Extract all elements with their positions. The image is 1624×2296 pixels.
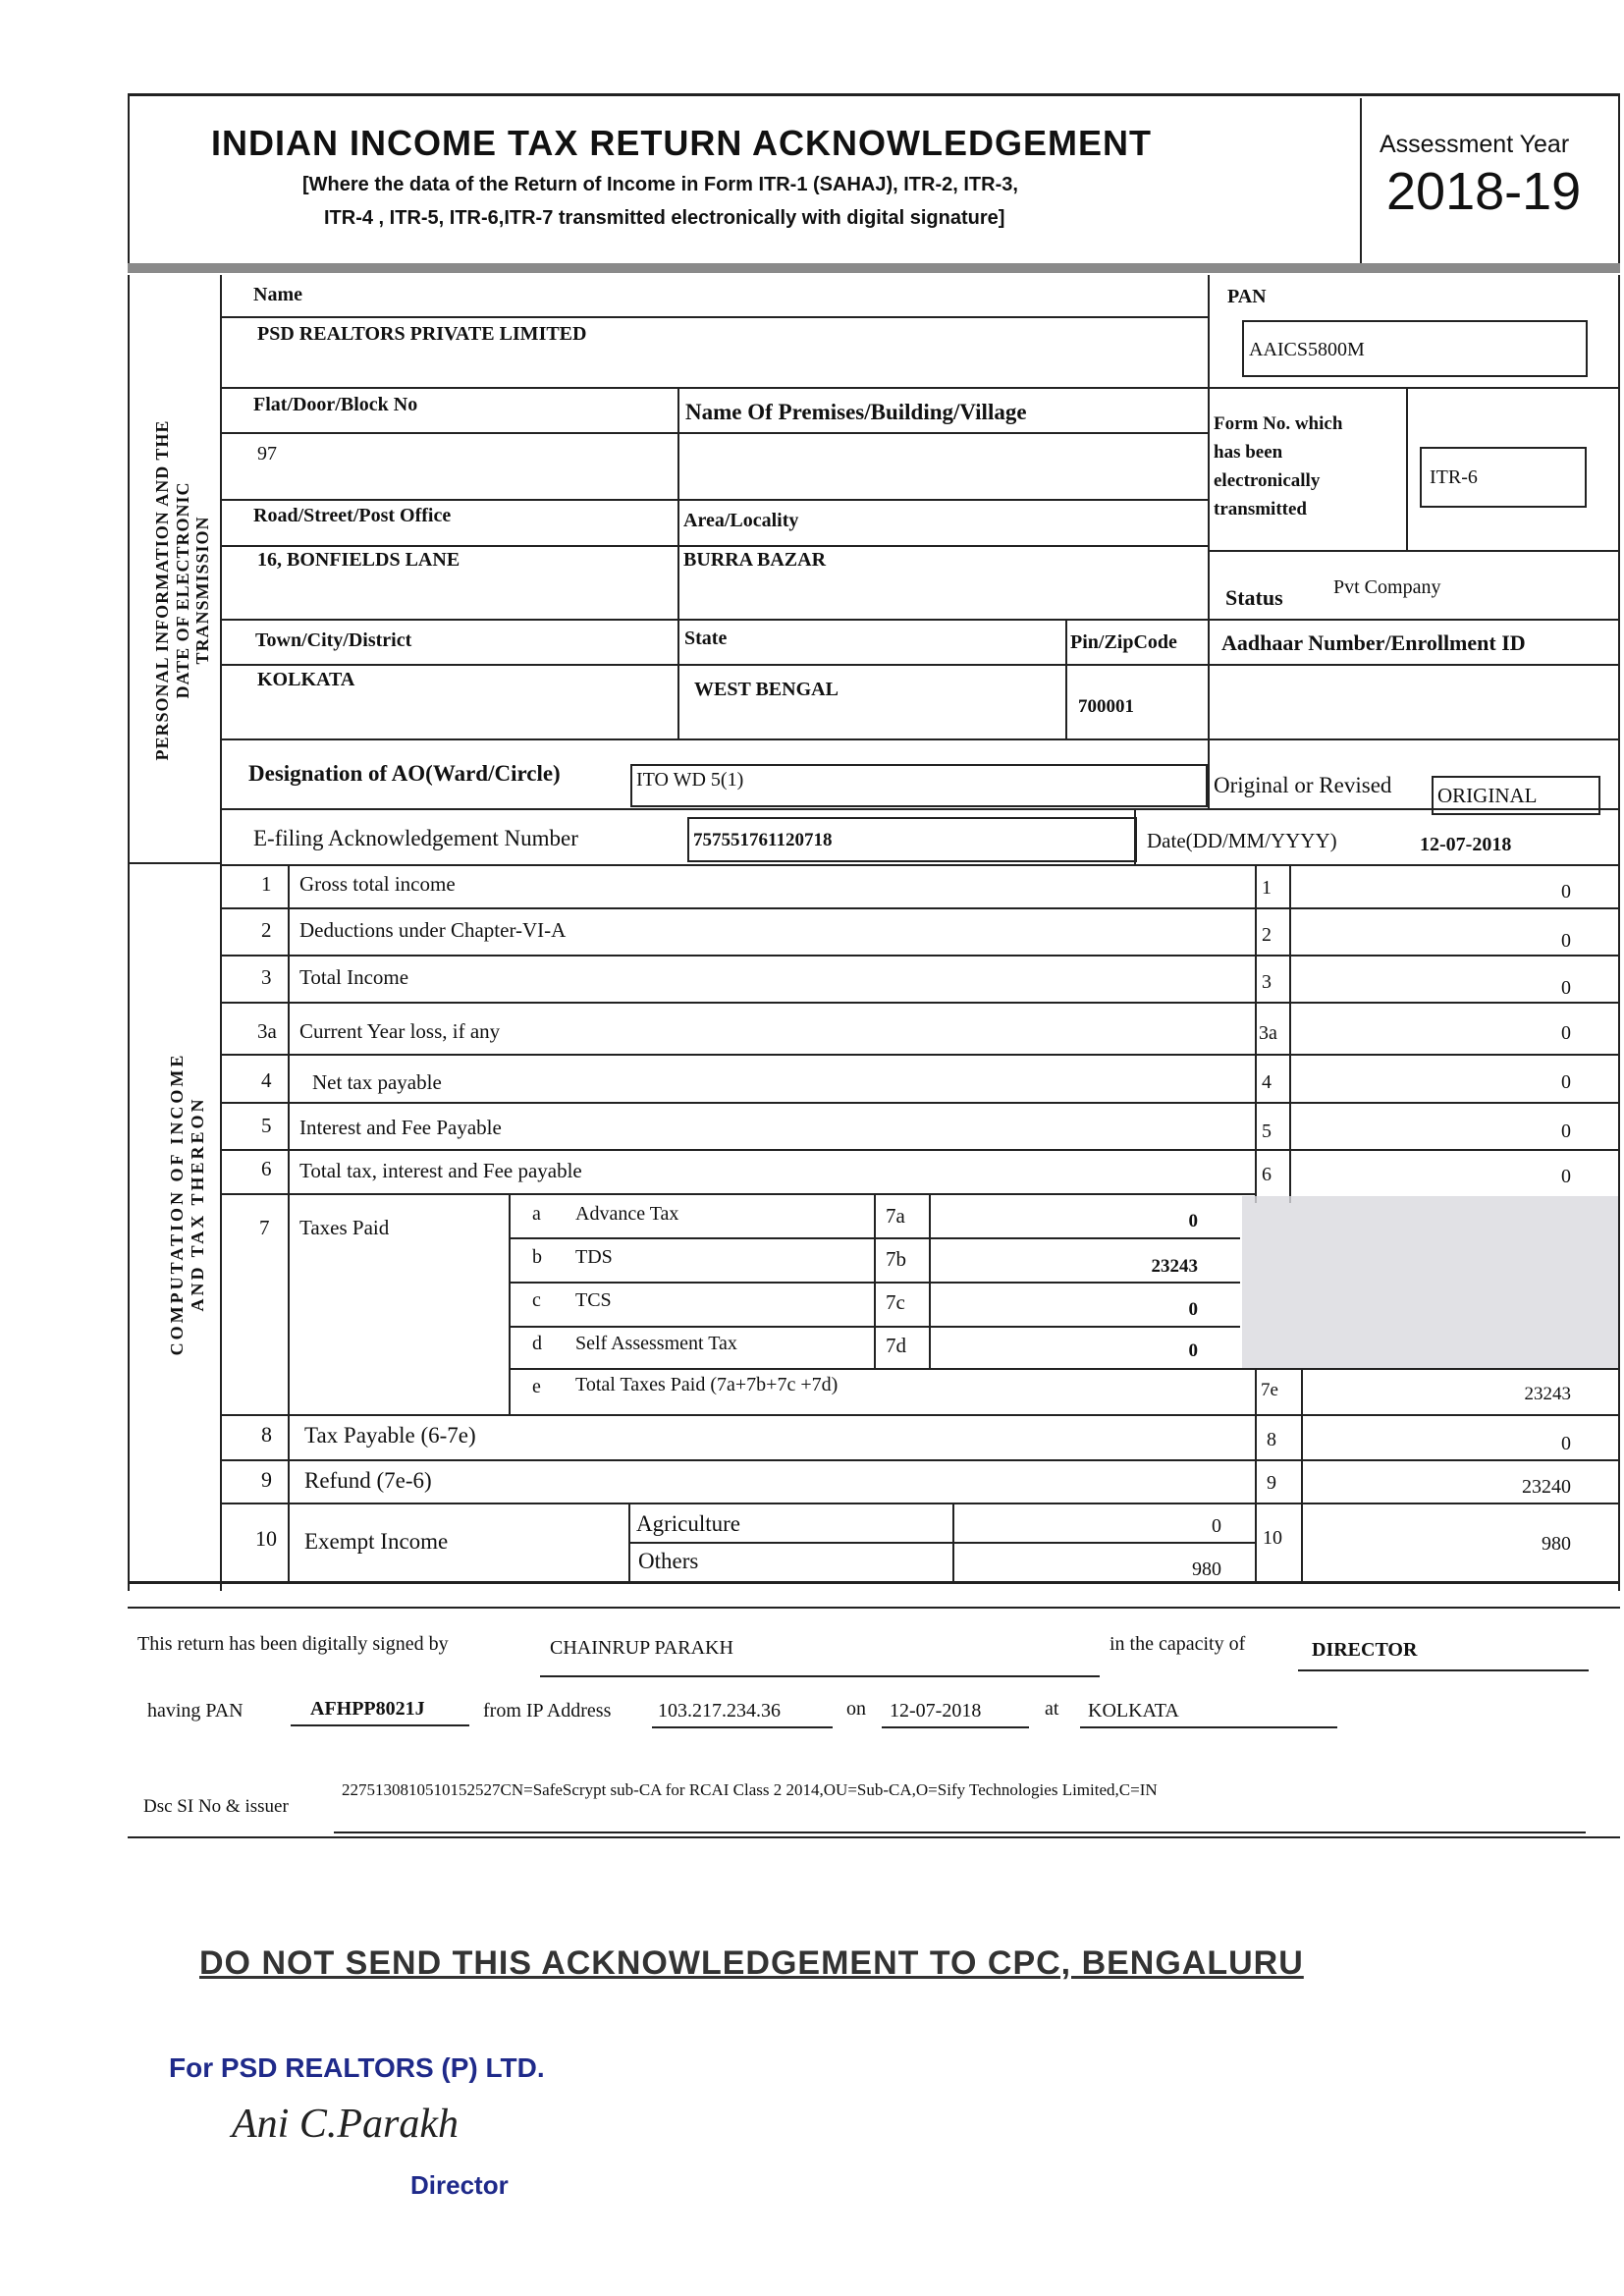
signed-by-label: This return has been digitally signed by <box>137 1633 449 1655</box>
capacity-underline <box>1298 1669 1589 1671</box>
form-no-label-3: electronically <box>1214 470 1321 491</box>
section-label-computation: COMPUTATION OF INCOME AND TAX THEREON <box>167 1052 207 1356</box>
item-letter: d <box>532 1333 542 1354</box>
assessment-year: 2018-19 <box>1386 162 1582 221</box>
item-label: TCS <box>575 1289 612 1311</box>
ack-value: 757551761120718 <box>693 830 833 850</box>
pin-value: 700001 <box>1078 696 1134 717</box>
ao-value: ITO WD 5(1) <box>636 769 744 791</box>
flat-label: Flat/Door/Block No <box>253 394 418 415</box>
item-code: 7b <box>886 1247 906 1271</box>
row-value: 0 <box>1561 977 1571 999</box>
row-code: 8 <box>1267 1429 1276 1450</box>
row-code: 10 <box>1263 1527 1282 1549</box>
row-label: Tax Payable (6-7e) <box>304 1423 476 1448</box>
row-no: 9 <box>261 1467 272 1492</box>
item-label: TDS <box>575 1246 613 1268</box>
orig-rev-value: ORIGINAL <box>1437 784 1538 807</box>
agri-value: 0 <box>1212 1515 1221 1537</box>
item-letter: e <box>532 1376 541 1397</box>
row-label: Net tax payable <box>312 1070 442 1094</box>
capacity-label: in the capacity of <box>1110 1633 1246 1655</box>
pin-label: Pin/ZipCode <box>1070 631 1177 653</box>
ao-label: Designation of AO(Ward/Circle) <box>248 761 561 786</box>
area-value: BURRA BAZAR <box>683 549 827 571</box>
item-value: 23243 <box>1524 1384 1571 1404</box>
form-no-label-4: transmitted <box>1214 499 1307 519</box>
item-label: Advance Tax <box>575 1203 679 1225</box>
row-code: 4 <box>1262 1071 1272 1093</box>
row-code: 2 <box>1262 924 1272 946</box>
signer-pan-label: having PAN <box>147 1700 244 1722</box>
name-value: PSD REALTORS PRIVATE LIMITED <box>257 323 587 345</box>
row-code: 9 <box>1267 1472 1276 1494</box>
sign-date-value: 12-07-2018 <box>890 1700 982 1722</box>
row-no: 4 <box>261 1068 272 1092</box>
header-subtitle-line2: ITR-4 , ITR-5, ITR-6,ITR-7 transmitted electronically with digital signature] <box>324 207 1005 229</box>
page-title: INDIAN INCOME TAX RETURN ACKNOWLEDGEMENT <box>211 123 1152 163</box>
item-code: 7e <box>1261 1380 1278 1400</box>
shaded-blank-area <box>1242 1196 1618 1368</box>
signer-pan-value: AFHPP8021J <box>310 1698 425 1720</box>
item-letter: b <box>532 1246 542 1268</box>
row-value: 0 <box>1561 1121 1571 1142</box>
row-label: Refund (7e-6) <box>304 1468 432 1493</box>
row-no: 1 <box>261 872 272 896</box>
item-value: 0 <box>1188 1299 1198 1320</box>
place-value: KOLKATA <box>1088 1700 1179 1722</box>
row-code: 3 <box>1262 971 1272 993</box>
pan-label: PAN <box>1227 286 1267 307</box>
flat-value: 97 <box>257 443 277 465</box>
stamp-signature: Ani C.Parakh <box>232 2102 459 2147</box>
item-label: Total Taxes Paid (7a+7b+7c +7d) <box>575 1374 839 1395</box>
dsc-label: Dsc SI No & issuer <box>143 1796 289 1817</box>
orig-rev-label: Original or Revised <box>1214 773 1392 797</box>
section-label-personal: PERSONAL INFORMATION AND THE DATE OF ELECTRONIC TRANSMISSION <box>152 419 213 761</box>
row-no: 3a <box>257 1019 277 1043</box>
row-value: 0 <box>1561 930 1571 952</box>
ip-label: from IP Address <box>483 1700 612 1722</box>
item-code: 7a <box>886 1204 905 1228</box>
signed-by-underline <box>540 1675 1100 1677</box>
stamp-company: For PSD REALTORS (P) LTD. <box>169 2052 545 2083</box>
row-no: 2 <box>261 918 272 942</box>
signer-pan-underline <box>291 1724 469 1726</box>
capacity-value: DIRECTOR <box>1312 1639 1418 1661</box>
row-value: 23240 <box>1522 1476 1571 1498</box>
date-value: 12-07-2018 <box>1420 834 1512 855</box>
row-label: Deductions under Chapter-VI-A <box>299 918 567 942</box>
stamp-designation: Director <box>410 2170 509 2200</box>
row-value: 0 <box>1561 1022 1571 1044</box>
row-no: 8 <box>261 1422 272 1447</box>
date-label: Date(DD/MM/YYYY) <box>1147 829 1337 852</box>
form-no-label-2: has been <box>1214 442 1283 463</box>
sign-date-underline <box>882 1726 1029 1728</box>
row-code: 3a <box>1259 1022 1277 1044</box>
row-value: 0 <box>1561 881 1571 902</box>
row-label: Total Income <box>299 965 409 989</box>
row-label: Total tax, interest and Fee payable <box>299 1159 582 1182</box>
area-label: Area/Locality <box>683 510 799 531</box>
row-no: 6 <box>261 1157 272 1180</box>
item-value: 0 <box>1188 1340 1198 1361</box>
form-no-label-1: Form No. which <box>1214 413 1343 434</box>
row-code: 6 <box>1262 1164 1272 1185</box>
others-label: Others <box>638 1549 699 1573</box>
taxes-paid-label: Taxes Paid <box>299 1216 390 1239</box>
row-no: 10 <box>255 1526 277 1551</box>
assessment-year-label: Assessment Year <box>1380 131 1570 158</box>
header-subtitle-line1: [Where the data of the Return of Income in Form ITR-1 (SAHAJ), ITR-2, ITR-3, <box>302 174 1018 195</box>
status-label: Status <box>1225 585 1283 610</box>
others-value: 980 <box>1192 1558 1221 1580</box>
pan-value: AAICS5800M <box>1249 339 1365 360</box>
premises-label: Name Of Premises/Building/Village <box>685 400 1027 424</box>
place-underline <box>1080 1726 1337 1728</box>
item-code: 7c <box>886 1290 905 1314</box>
row-value: 0 <box>1561 1071 1571 1093</box>
dsc-underline <box>334 1831 1586 1833</box>
item-value: 23243 <box>1151 1256 1198 1277</box>
row-code: 1 <box>1262 877 1272 899</box>
name-label: Name <box>253 284 302 305</box>
row-label: Gross total income <box>299 872 456 896</box>
state-value: WEST BENGAL <box>694 679 839 700</box>
row-no: 5 <box>261 1114 272 1137</box>
at-label: at <box>1045 1698 1059 1720</box>
item-value: 0 <box>1188 1211 1198 1231</box>
ip-value: 103.217.234.36 <box>658 1700 781 1722</box>
row-code: 5 <box>1262 1121 1272 1142</box>
ack-label: E-filing Acknowledgement Number <box>253 826 578 850</box>
item-code: 7d <box>886 1334 906 1357</box>
town-value: KOLKATA <box>257 669 355 690</box>
row-no: 3 <box>261 965 272 989</box>
form-no-value: ITR-6 <box>1430 466 1478 488</box>
road-label: Road/Street/Post Office <box>253 505 452 526</box>
row-value: 0 <box>1561 1166 1571 1187</box>
item-label: Self Assessment Tax <box>575 1333 737 1354</box>
ip-underline <box>652 1726 833 1728</box>
row-value: 0 <box>1561 1433 1571 1454</box>
status-value: Pvt Company <box>1333 576 1441 598</box>
taxes-paid-no: 7 <box>259 1216 270 1239</box>
dsc-value: 227513081051015252​7CN=SafeScrypt sub-CA for RCAI Class 2 2014,OU=Sub-CA,O=Sify Technologies Limited,C=IN <box>342 1780 1158 1799</box>
item-letter: a <box>532 1203 541 1225</box>
row-label: Interest and Fee Payable <box>299 1116 502 1139</box>
state-label: State <box>684 628 728 649</box>
on-label: on <box>846 1698 866 1720</box>
row-label: Current Year loss, if any <box>299 1019 501 1043</box>
town-label: Town/City/District <box>255 629 412 651</box>
row-label: Exempt Income <box>304 1529 449 1554</box>
row-value: 980 <box>1542 1533 1571 1555</box>
item-letter: c <box>532 1289 541 1311</box>
signed-by-value: CHAINRUP PARAKH <box>550 1637 733 1659</box>
aadhaar-label: Aadhaar Number/Enrollment ID <box>1221 630 1526 655</box>
cpc-notice: DO NOT SEND THIS ACKNOWLEDGEMENT TO CPC, BENGALURU <box>199 1944 1304 1982</box>
road-value: 16, BONFIELDS LANE <box>257 549 460 571</box>
agri-label: Agriculture <box>636 1511 741 1536</box>
